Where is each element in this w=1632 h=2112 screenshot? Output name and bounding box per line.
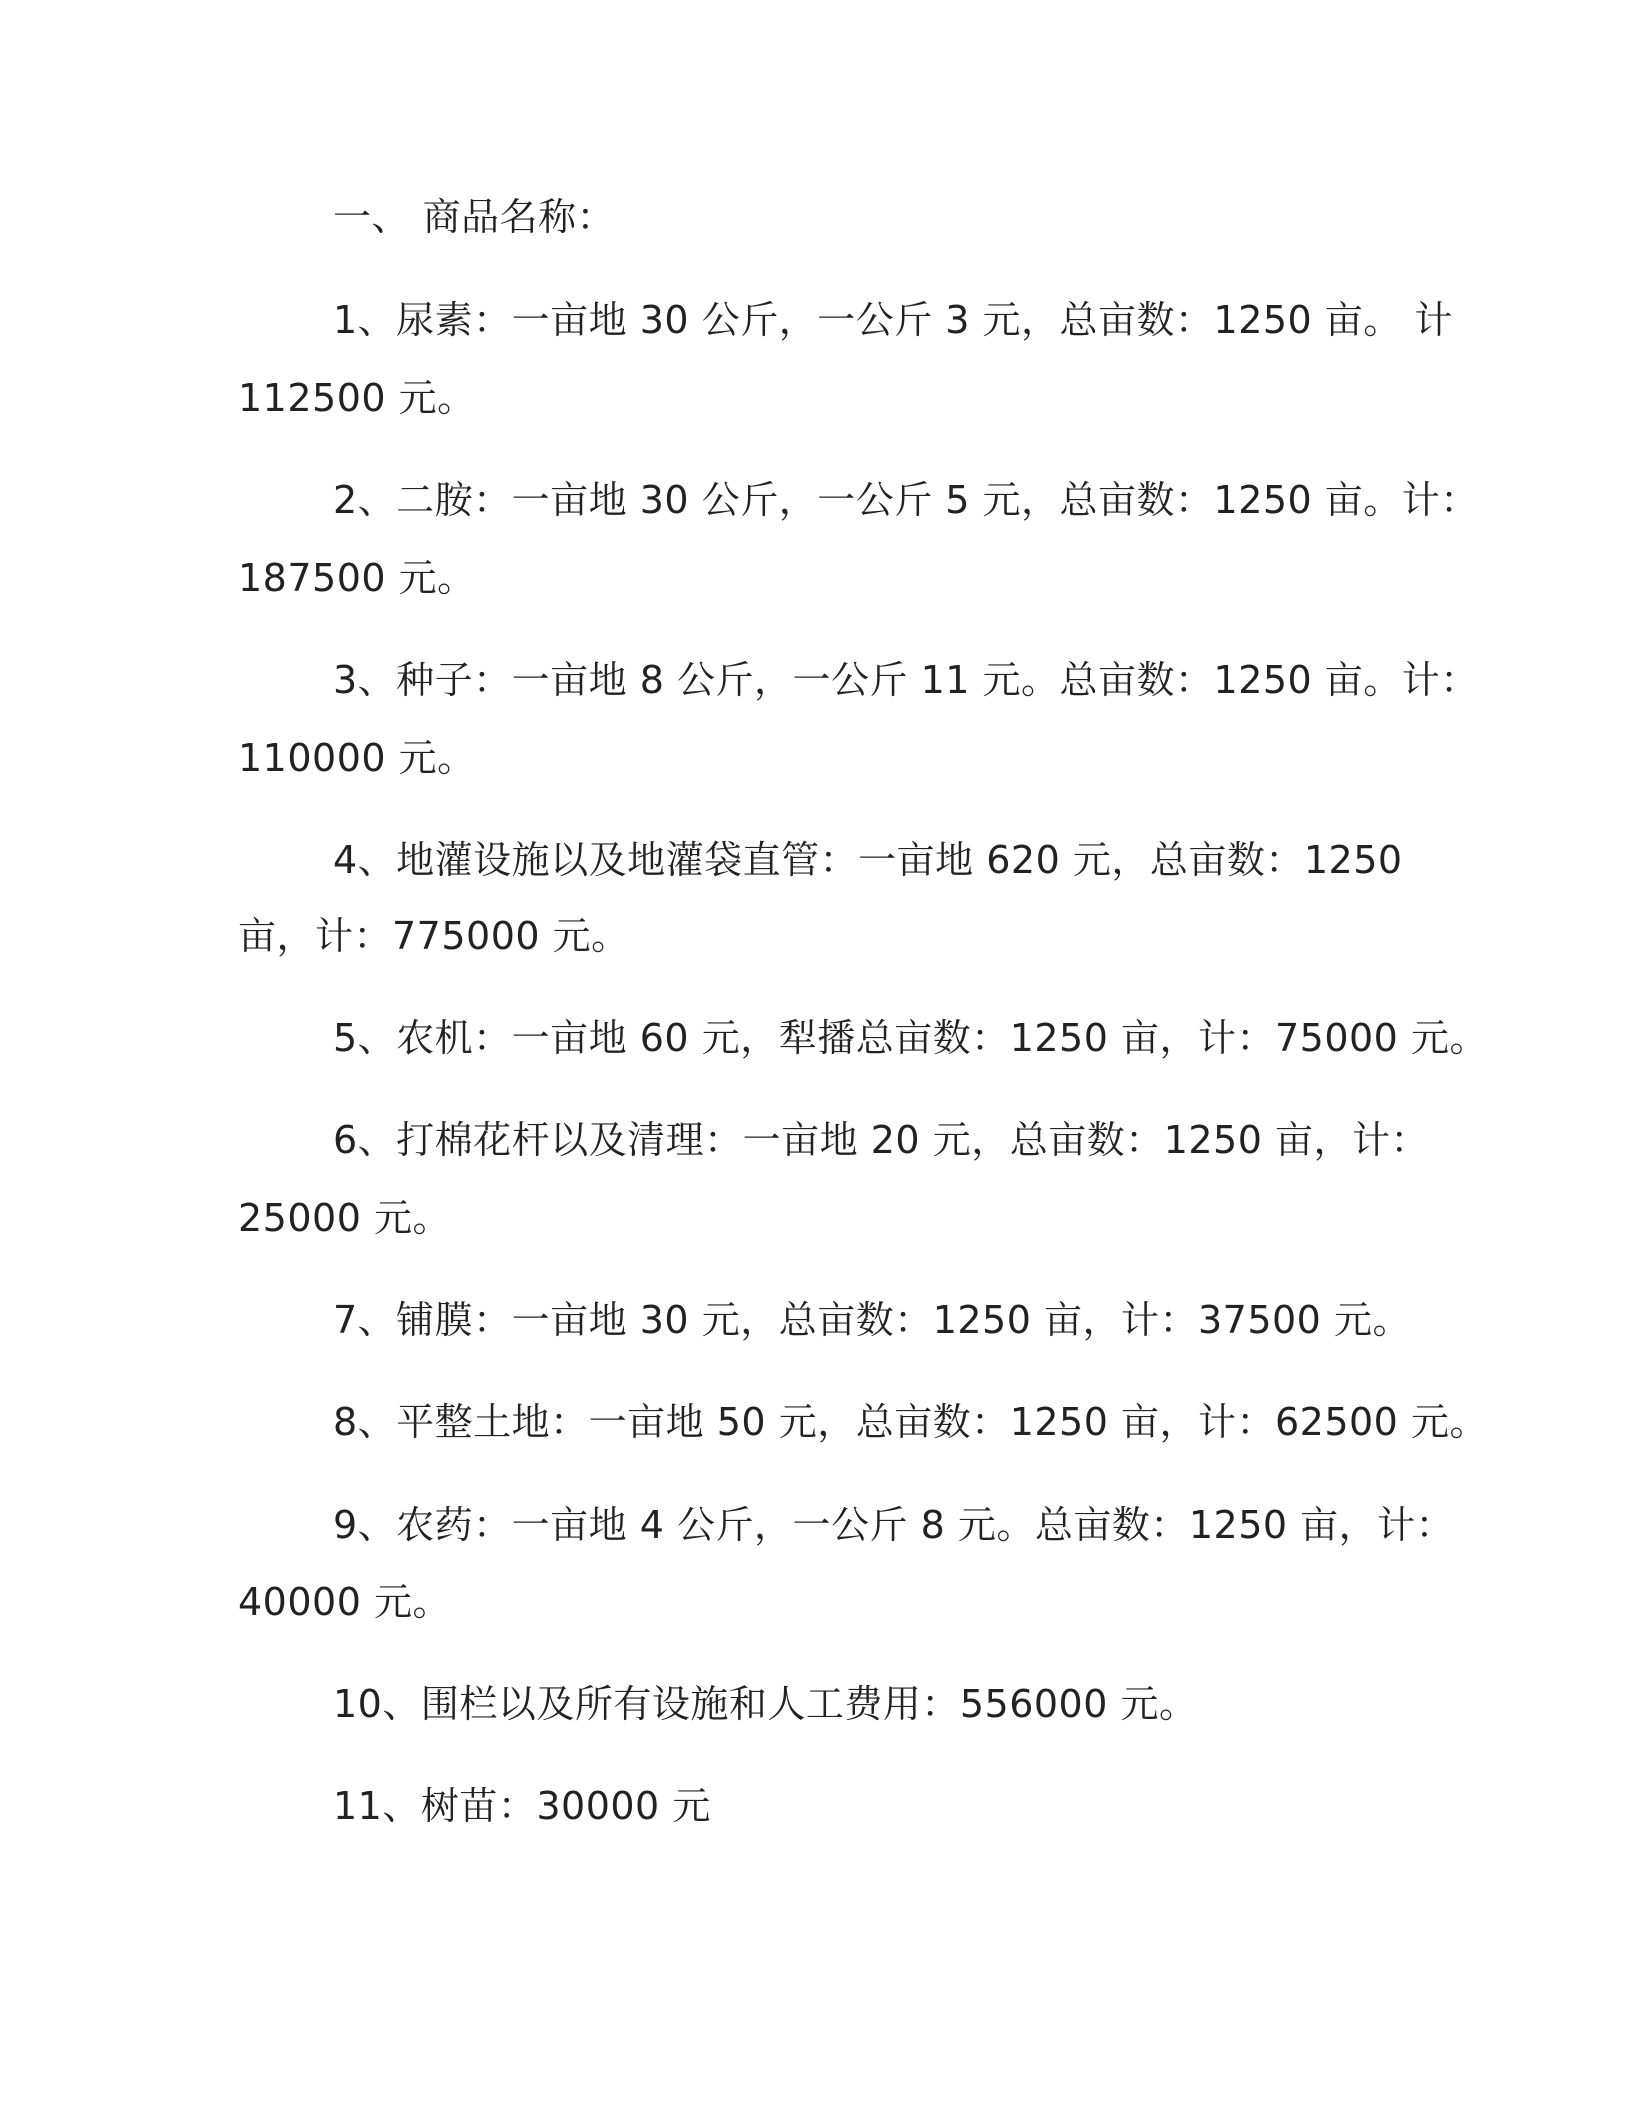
item-9-line-2: 40000 元。 [238, 1580, 451, 1624]
item-5-line-1: 5、农机：一亩地 60 元，犁播总亩数：1250 亩，计：75000 元。 [333, 1016, 1488, 1060]
item-11-line-1: 11、树苗：30000 元 [333, 1784, 711, 1828]
item-9-line-1: 9、农药：一亩地 4 公斤，一公斤 8 元。总亩数：1250 亩，计： [333, 1503, 1455, 1547]
item-6-line-2: 25000 元。 [238, 1196, 451, 1240]
item-4-line-1: 4、地灌设施以及地灌袋直管：一亩地 620 元，总亩数：1250 [333, 838, 1403, 882]
item-3-line-1: 3、种子：一亩地 8 公斤，一公斤 11 元。总亩数：1250 亩。计： [333, 658, 1479, 702]
item-6-line-1: 6、打棉花杆以及清理：一亩地 20 元，总亩数：1250 亩，计： [333, 1118, 1429, 1162]
item-1-line-1: 1、尿素：一亩地 30 公斤，一公斤 3 元，总亩数：1250 亩。 计 [333, 298, 1453, 342]
item-1-line-2: 112500 元。 [238, 376, 476, 420]
item-4-line-2: 亩，计：775000 元。 [238, 914, 630, 958]
item-7-line-1: 7、铺膜：一亩地 30 元，总亩数：1250 亩，计：37500 元。 [333, 1298, 1411, 1342]
item-3-line-2: 110000 元。 [238, 736, 476, 780]
section-heading: 一、 商品名称： [333, 195, 616, 239]
item-10-line-1: 10、围栏以及所有设施和人工费用：556000 元。 [333, 1682, 1198, 1726]
item-2-line-2: 187500 元。 [238, 556, 476, 600]
item-2-line-1: 2、二胺：一亩地 30 公斤，一公斤 5 元，总亩数：1250 亩。计： [333, 478, 1479, 522]
item-8-line-1: 8、平整土地：一亩地 50 元，总亩数：1250 亩，计：62500 元。 [333, 1400, 1488, 1444]
